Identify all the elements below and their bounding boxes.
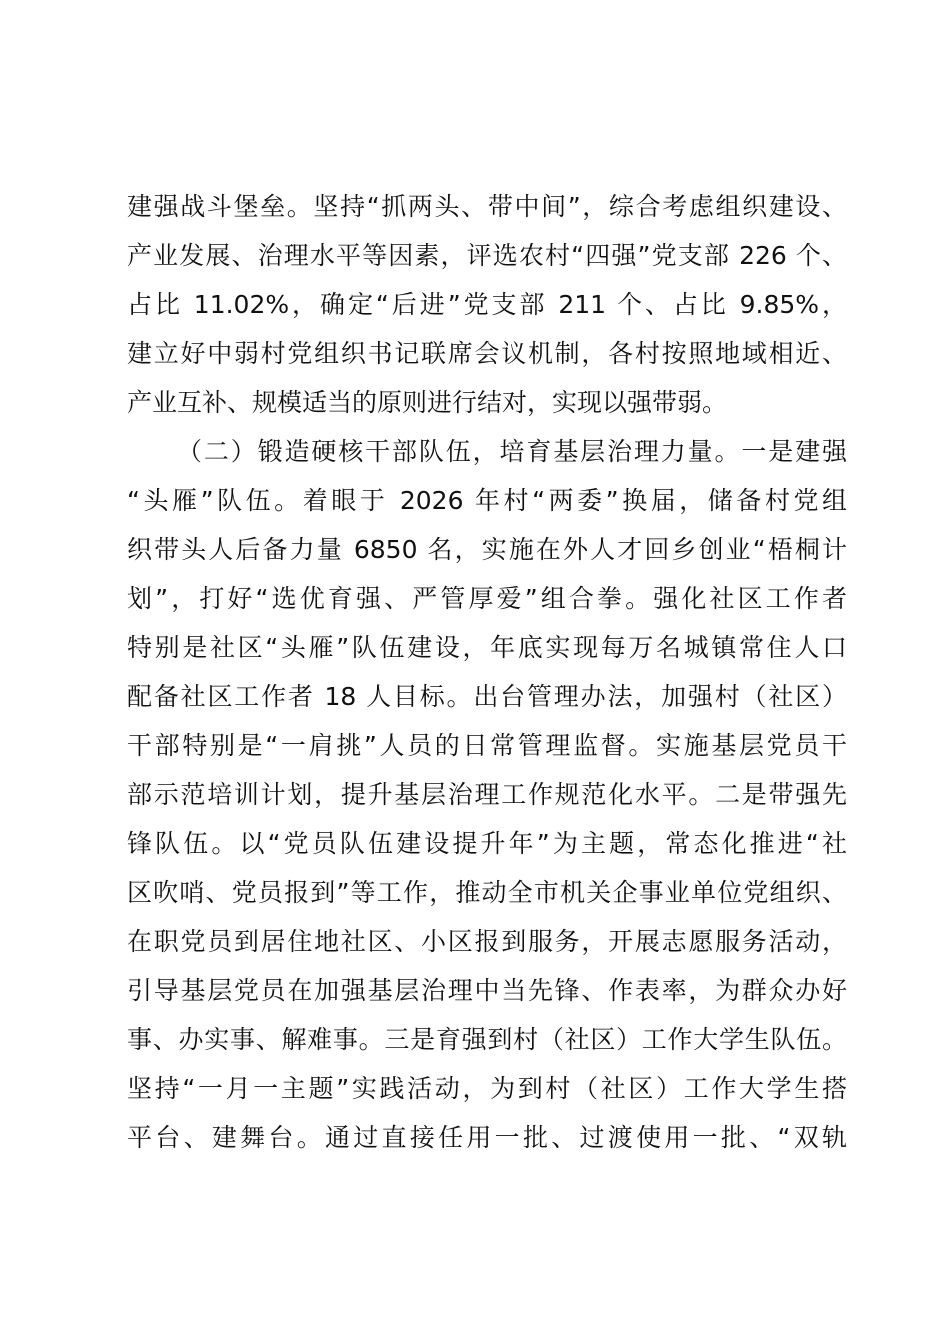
text-line-14: 锋队伍。以“党员队伍建设提升年”为主题，常态化推进“社 — [127, 829, 847, 858]
text-line-11: 配备社区工作者 18 人目标。出台管理办法，加强村（社区） — [127, 682, 847, 711]
text-line-19: 坚持“一月一主题”实践活动，为到村（社区）工作大学生搭 — [127, 1074, 847, 1103]
text-line-2: 产业发展、治理水平等因素，评选农村“四强”党支部 226 个、 — [127, 241, 847, 270]
paragraph-heading-line: （二）锻造硬核干部队伍，培育基层治理力量。一是建强 — [177, 437, 847, 466]
text-line-8: 织带头人后备力量 6850 名，实施在外人才回乡创业“梧桐计 — [127, 535, 847, 564]
text-line-12: 干部特别是“一肩挑”人员的日常管理监督。实施基层党员干 — [127, 731, 847, 760]
text-line-9: 划”，打好“选优育强、严管厚爱”组合拳。强化社区工作者 — [127, 584, 847, 613]
text-line-15: 区吹哨、党员报到”等工作，推动全市机关企事业单位党组织、 — [127, 878, 847, 907]
text-line-1: 建强战斗堡垒。坚持“抓两头、带中间”，综合考虑组织建设、 — [127, 192, 847, 221]
body-text — [127, 182, 847, 1162]
text-line-4: 建立好中弱村党组织书记联席会议机制，各村按照地域相近、 — [127, 339, 847, 368]
text-line-17: 引导基层党员在加强基层治理中当先锋、作表率，为群众办好 — [127, 976, 847, 1005]
text-line-10: 特别是社区“头雁”队伍建设，年底实现每万名城镇常住人口 — [127, 633, 847, 662]
text-line-16: 在职党员到居住地社区、小区报到服务，开展志愿服务活动， — [127, 927, 847, 956]
text-line-5: 产业互补、规模适当的原则进行结对，实现以强带弱。 — [127, 388, 728, 417]
text-line-20: 平台、建舞台。通过直接任用一批、过渡使用一批、“双轨 — [127, 1123, 847, 1152]
text-line-13: 部示范培训计划，提升基层治理工作规范化水平。二是带强先 — [127, 780, 847, 809]
text-line-7: “头雁”队伍。着眼于 2026 年村“两委”换届，储备村党组 — [127, 486, 847, 515]
text-line-18: 事、办实事、解难事。三是育强到村（社区）工作大学生队伍。 — [127, 1025, 847, 1054]
text-line-3: 占比 11.02%，确定“后进”党支部 211 个、占比 9.85%， — [127, 290, 847, 319]
